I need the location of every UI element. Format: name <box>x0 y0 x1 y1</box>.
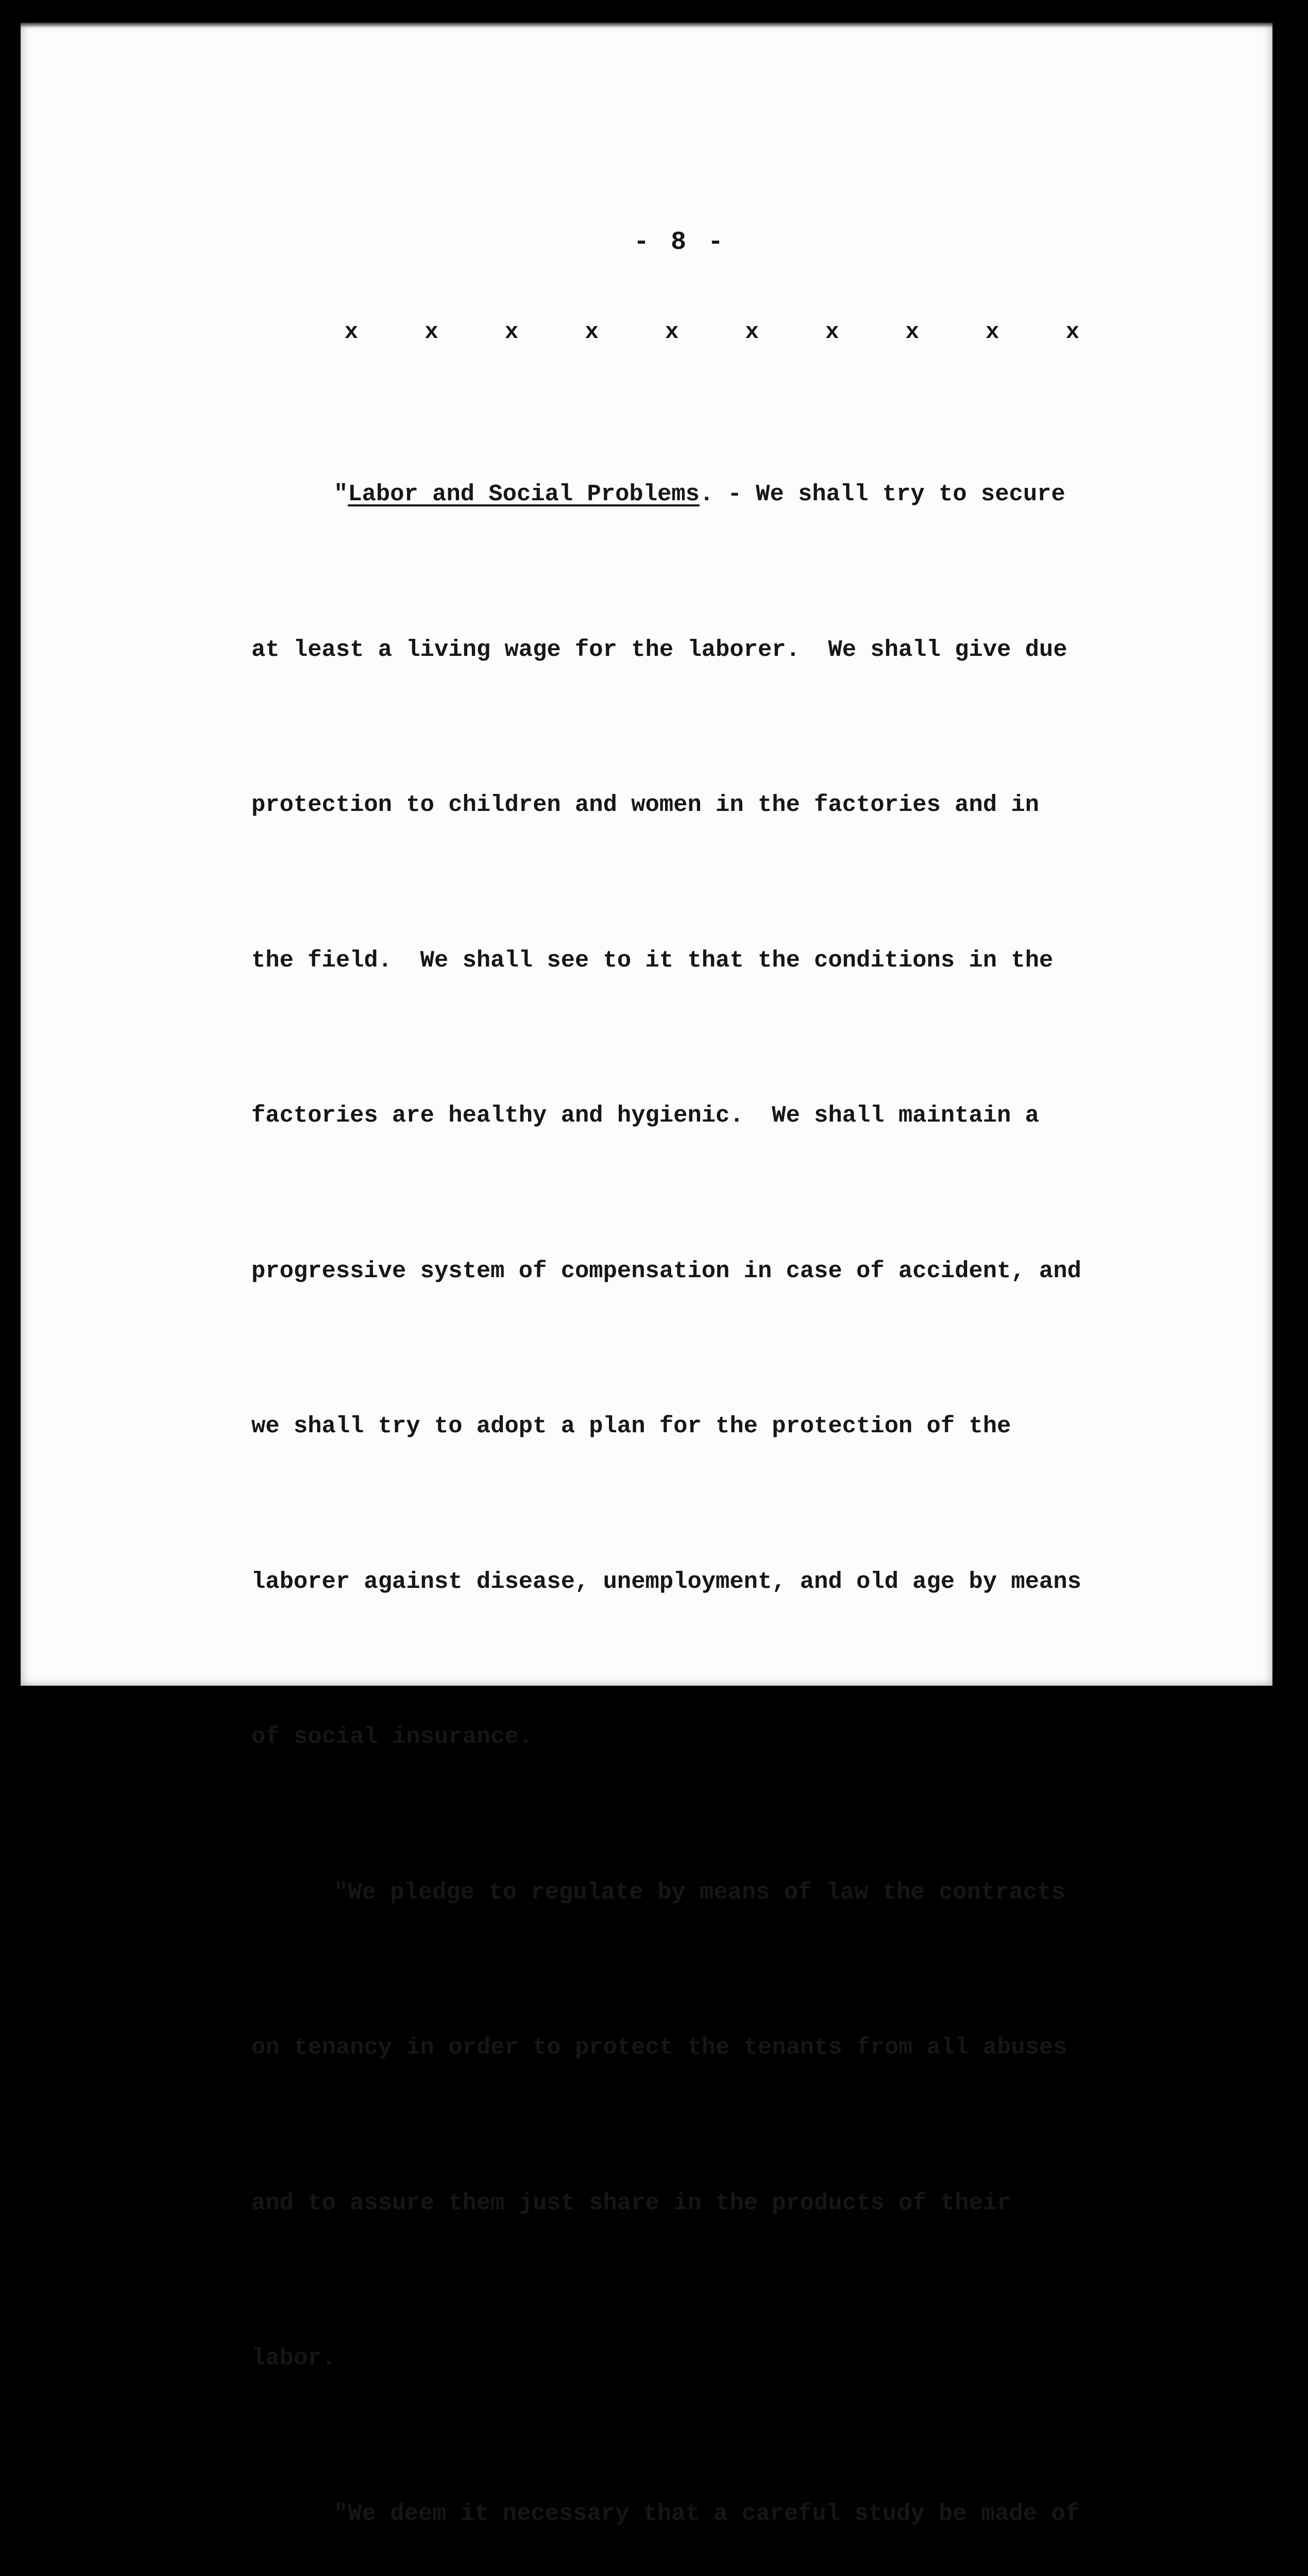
text-line: laborer against disease, unemployment, and old age by means <box>251 1568 1081 1595</box>
text-line: of social insurance. <box>251 1723 533 1750</box>
separator-x: x <box>825 319 839 345</box>
separator-x: x <box>585 319 599 345</box>
text-line: protection to children and women in the factories and in <box>251 791 1040 818</box>
separator-x: x <box>905 319 920 345</box>
scan-edge-shadow <box>21 23 1272 28</box>
separator-x: x <box>1065 319 1080 345</box>
text-line: "We deem it necessary that a careful study be made of <box>334 2500 1080 2527</box>
text-line: labor. <box>251 2345 336 2371</box>
page-number: - 8 - <box>633 228 727 257</box>
separator-x: x <box>986 319 999 345</box>
document-page <box>21 23 1272 2527</box>
text-line: we shall try to adopt a plan for the protection of the <box>251 1413 1011 1439</box>
text-line: and to assure them just share in the products of their <box>251 2189 1011 2216</box>
text-line: on tenancy in order to protect the tenants from all abuses <box>251 2034 1067 2061</box>
section-separator <box>341 319 1083 345</box>
text-line: at least a living wage for the laborer. We shall give due <box>251 636 1067 663</box>
section-heading: Labor and Social Problems <box>348 481 700 507</box>
text-line: "We pledge to regulate by means of law the contracts <box>334 1878 1065 1906</box>
separator-x: x <box>344 319 359 345</box>
text-line: the field. We shall see to it that the conditions in the <box>251 946 1054 974</box>
text-line: "Labor and Social Problems. - We shall try to secure <box>334 481 1065 507</box>
text-line: progressive system of compensation in case of accident, and <box>251 1257 1081 1284</box>
separator-x: x <box>504 319 519 345</box>
separator-x: x <box>745 319 759 345</box>
separator-x: x <box>424 319 438 345</box>
text-line: factories are healthy and hygienic. We shall maintain a <box>251 1102 1040 1129</box>
body-text <box>251 365 1246 2576</box>
separator-x: x <box>665 319 679 345</box>
